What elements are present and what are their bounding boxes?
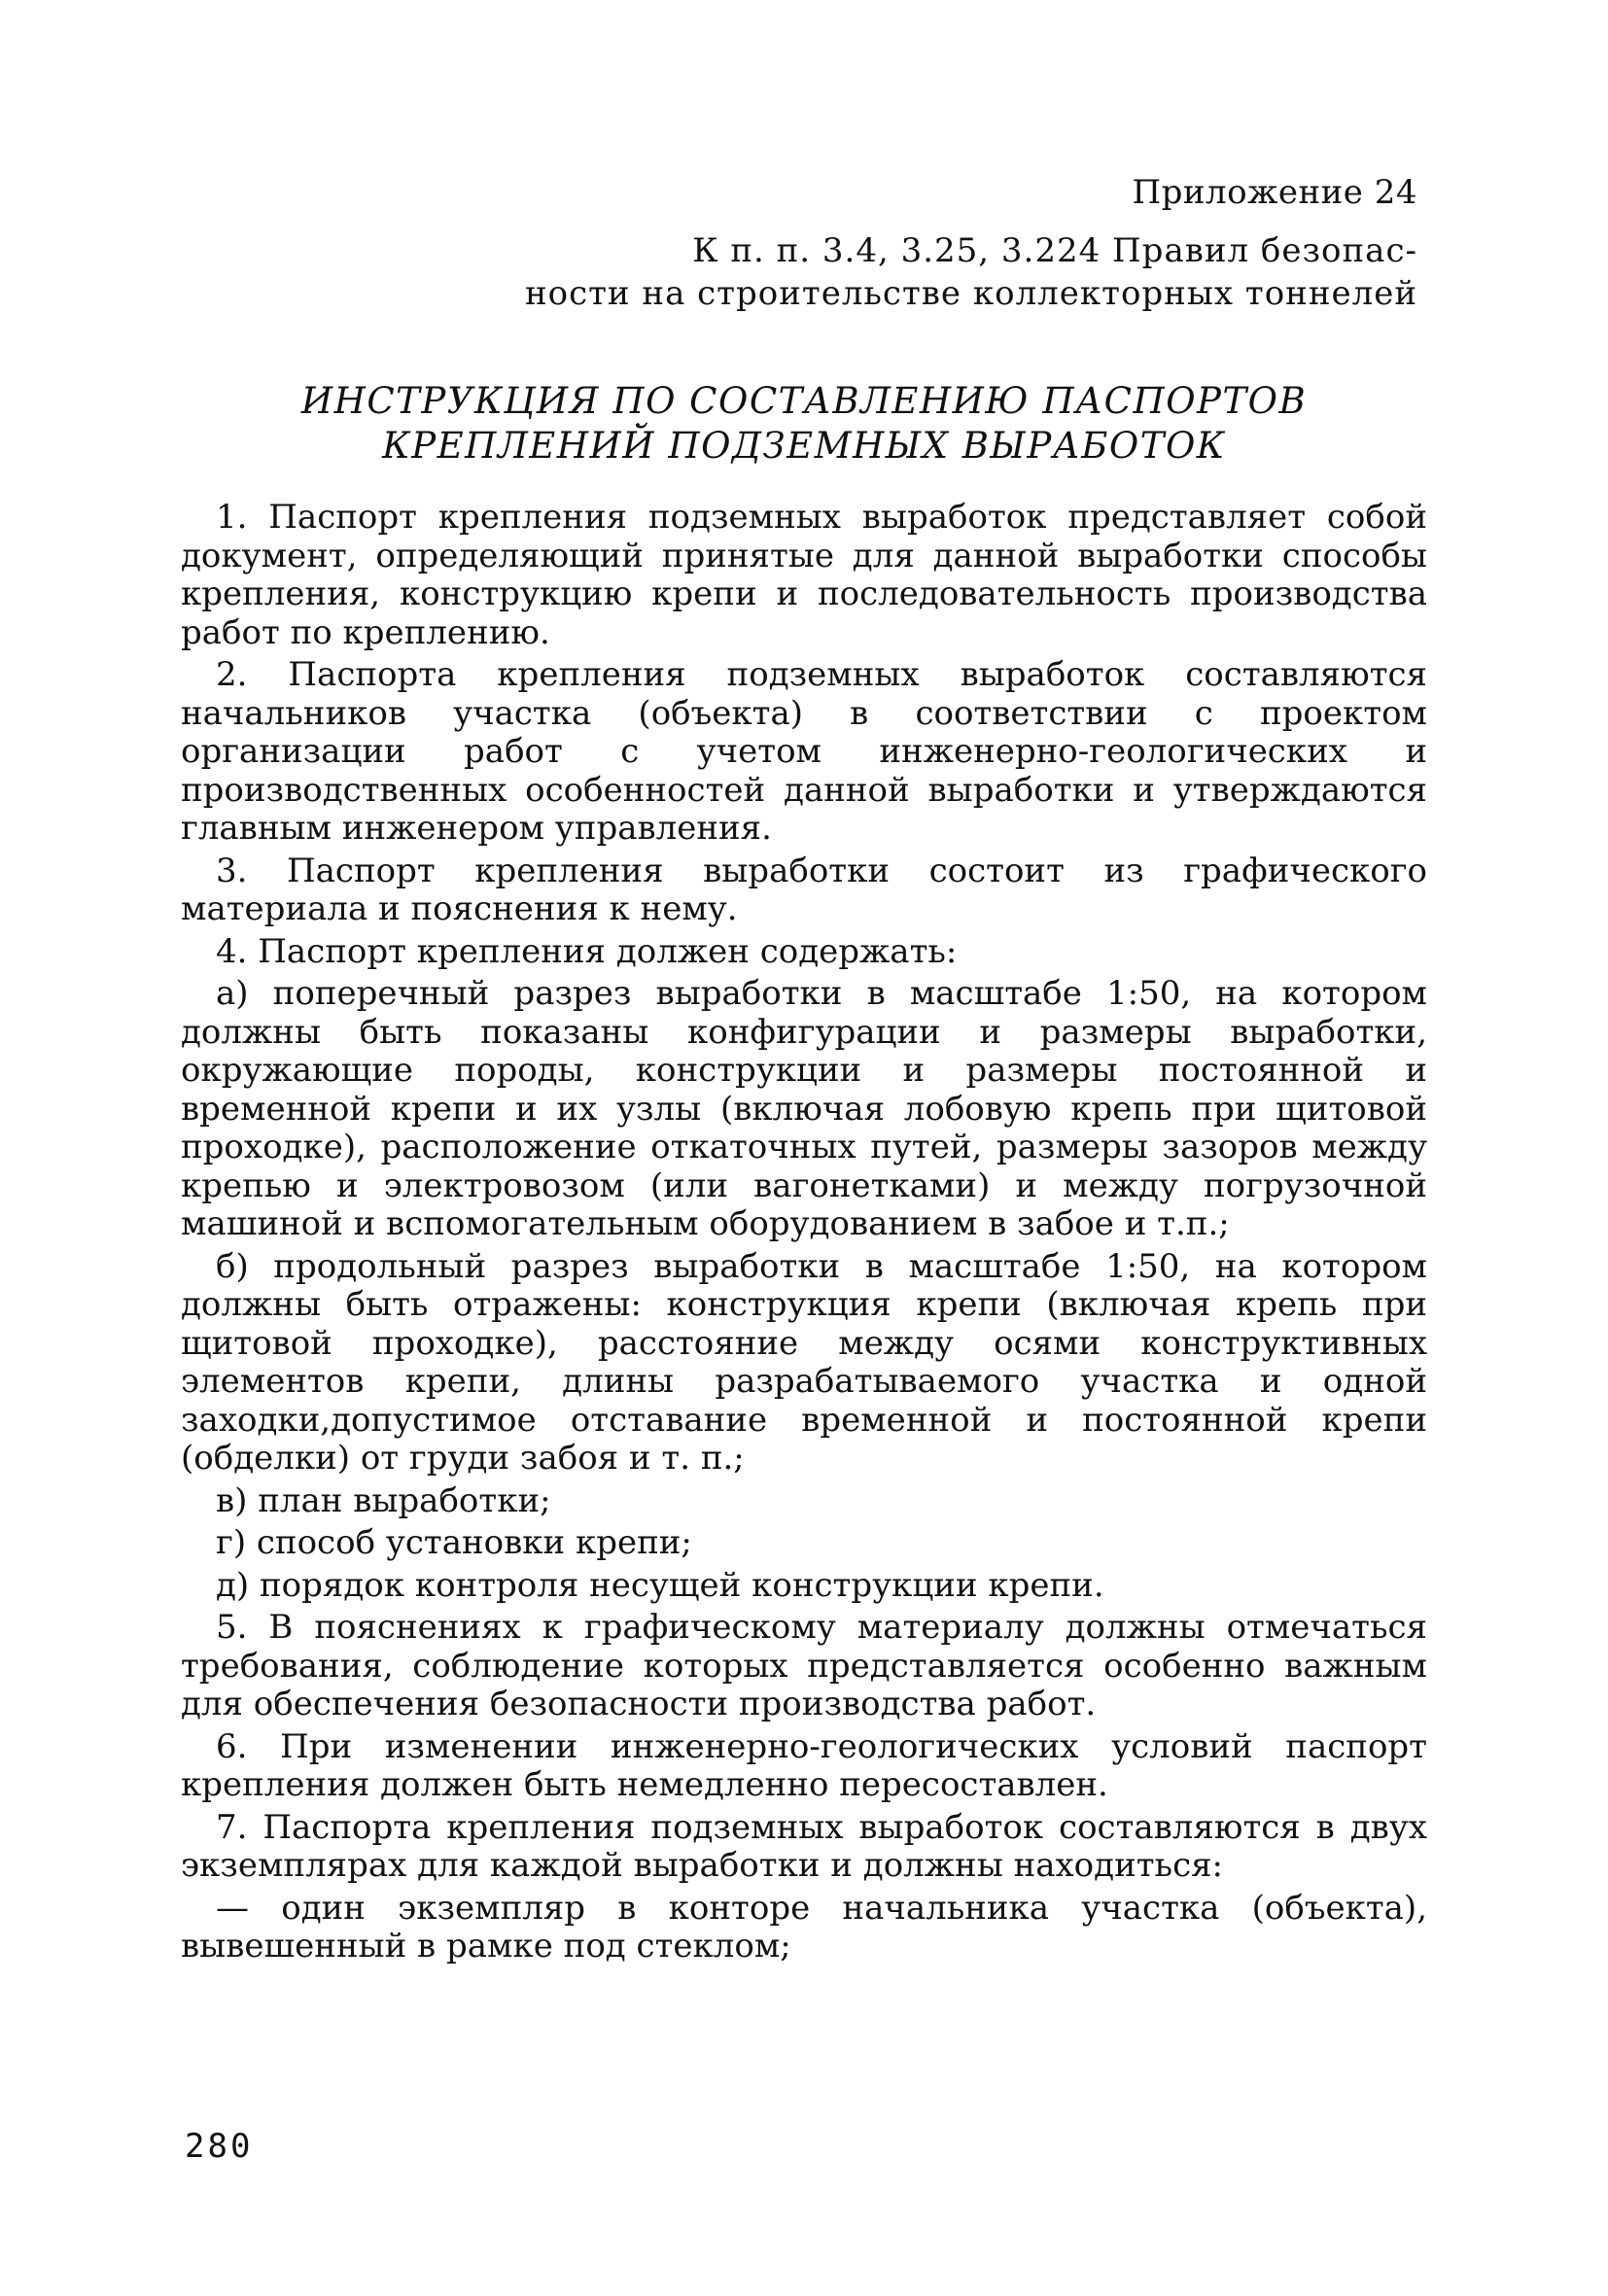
appendix-label: Приложение 24 xyxy=(1132,173,1417,212)
paragraph-4d: д) порядок контроля несущей конструкции крепи. xyxy=(216,1565,1104,1605)
paragraph-4g: г) способ установки крепи; xyxy=(216,1523,692,1562)
paragraph-4a: а) поперечный разрез выработки в масштабе 1:50, на котором должны быть показаны конфигурации и размеры выработки, окружающие породы, конструкции и размеры постоянной и временной крепи и их узлы (включая лобовую крепь при щитовой проходке), расположение откаточных путей, размеры зазоров между крепью и электровозом (или вагонетками) и между погрузочной машиной и вспомогательным оборудованием в забое и т.п.; xyxy=(181,974,1427,1243)
paragraph-1: 1. Паспорт крепления подземных выработок представляет собой документ, определяющий принятые для данной выработки способы крепления, конструкцию крепи и последовательность производства работ по креплению. xyxy=(181,498,1427,652)
document-title xyxy=(191,379,1417,469)
paragraph-2: 2. Паспорта крепления подземных выработок составляются начальников участка (объекта) в соответствии с проектом организации работ с учетом инженерно-геологических и производственных особенностей данной выработки и утверждаются главным инженером управления. xyxy=(181,655,1427,848)
paragraph-6: 6. При изменении инженерно-геологических условий паспорт крепления должен быть немедленно пересоставлен. xyxy=(181,1726,1427,1804)
appendix-reference-line-1: К п. п. 3.4, 3.25, 3.224 Правил безопас- xyxy=(692,231,1417,270)
paragraph-4b: б) продольный разрез выработки в масштабе 1:50, на котором должны быть отражены: конструкция крепи (включая крепь при щитовой проходке), расстояние между осями конструктивных элементов крепи, длины разрабатываемого участка и одной заходки,допустимое отставание временной и постоянной крепи (обделки) от груди забоя и т. п.; xyxy=(181,1246,1427,1478)
paragraph-5: 5. В пояснениях к графическому материалу должны отмечаться требования, соблюдение которых представляется особенно важным для обеспечения безопасности производства работ. xyxy=(181,1608,1427,1723)
page-number: 280 xyxy=(185,2127,254,2166)
document-title-line-1: ИНСТРУКЦИЯ ПО СОСТАВЛЕНИЮ ПАСПОРТОВ xyxy=(300,380,1308,422)
paragraph-7: 7. Паспорта крепления подземных выработок составляются в двух экземплярах для каждой выработки и должны находиться: xyxy=(181,1807,1427,1885)
paragraph-3: 3. Паспорт крепления выработки состоит из графического материала и пояснения к нему. xyxy=(181,851,1427,928)
document-body xyxy=(181,499,1427,1970)
appendix-reference xyxy=(445,229,1417,315)
paragraph-7-item-1: — один экземпляр в конторе начальника участка (объекта), вывешенный в рамке под стеклом; xyxy=(181,1888,1427,1966)
paragraph-4v: в) план выработки; xyxy=(216,1480,551,1520)
paragraph-4: 4. Паспорт крепления должен содержать: xyxy=(216,931,958,971)
document-title-line-2: КРЕПЛЕНИЙ ПОДЗЕМНЫХ ВЫРАБОТОК xyxy=(382,425,1226,467)
appendix-reference-line-2: ности на строительстве коллекторных тоннелей xyxy=(524,274,1417,313)
